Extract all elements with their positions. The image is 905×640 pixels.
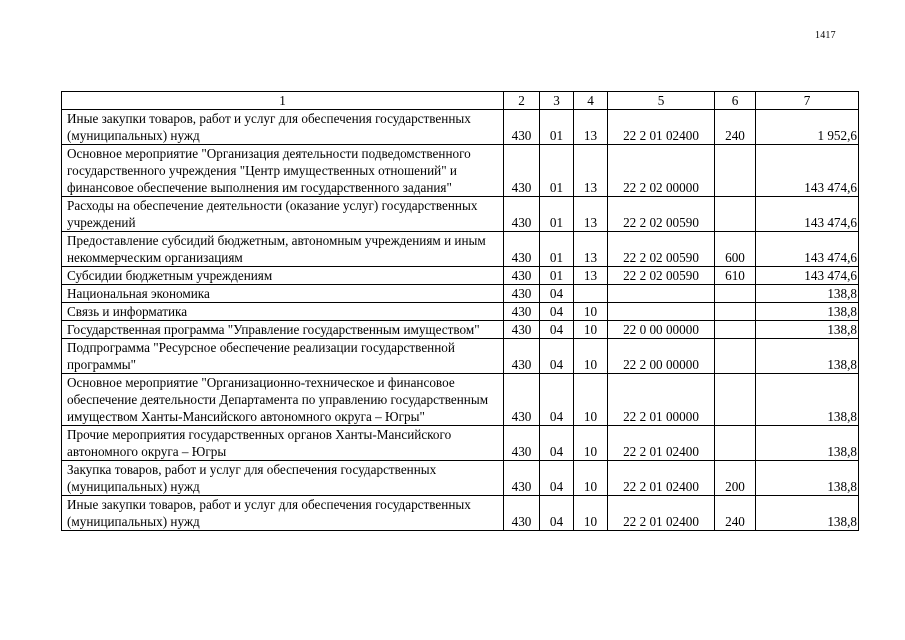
cell-target-article [608, 303, 715, 321]
cell-amount: 138,8 [756, 303, 859, 321]
cell-ministry-code: 430 [504, 267, 540, 285]
table-body [62, 110, 859, 531]
cell-expense-type [715, 374, 756, 426]
header-col-3: 3 [540, 92, 574, 110]
cell-target-article: 22 2 02 00590 [608, 232, 715, 267]
cell-amount: 138,8 [756, 321, 859, 339]
cell-section-code: 04 [540, 374, 574, 426]
cell-section-code: 01 [540, 267, 574, 285]
cell-subsection-code: 10 [574, 426, 608, 461]
cell-ministry-code: 430 [504, 321, 540, 339]
cell-ministry-code: 430 [504, 303, 540, 321]
table-row [62, 110, 859, 145]
cell-target-article: 22 2 01 02400 [608, 110, 715, 145]
cell-subsection-code: 10 [574, 461, 608, 496]
cell-expense-type: 240 [715, 496, 756, 531]
cell-subsection-code: 10 [574, 321, 608, 339]
table-row [62, 267, 859, 285]
cell-target-article: 22 2 02 00590 [608, 197, 715, 232]
table-row [62, 232, 859, 267]
cell-name: Иные закупки товаров, работ и услуг для обеспечения государственных (муниципальных) нужд [62, 110, 504, 145]
table-row [62, 321, 859, 339]
cell-subsection-code [574, 285, 608, 303]
cell-subsection-code: 13 [574, 197, 608, 232]
cell-expense-type [715, 285, 756, 303]
table-row [62, 426, 859, 461]
table-row [62, 303, 859, 321]
budget-table [61, 91, 859, 531]
cell-name: Подпрограмма "Ресурсное обеспечение реализации государственной программы" [62, 339, 504, 374]
cell-section-code: 04 [540, 303, 574, 321]
table-row [62, 339, 859, 374]
cell-ministry-code: 430 [504, 145, 540, 197]
cell-target-article: 22 2 01 02400 [608, 426, 715, 461]
table-row [62, 197, 859, 232]
cell-ministry-code: 430 [504, 339, 540, 374]
cell-target-article: 22 2 00 00000 [608, 339, 715, 374]
cell-subsection-code: 13 [574, 145, 608, 197]
cell-expense-type: 240 [715, 110, 756, 145]
header-col-2: 2 [504, 92, 540, 110]
cell-name: Связь и информатика [62, 303, 504, 321]
page-number: 1417 [815, 30, 836, 41]
cell-expense-type [715, 339, 756, 374]
cell-ministry-code: 430 [504, 232, 540, 267]
cell-name: Прочие мероприятия государственных органов Ханты-Мансийского автономного округа – Югры [62, 426, 504, 461]
cell-ministry-code: 430 [504, 426, 540, 461]
cell-subsection-code: 13 [574, 267, 608, 285]
cell-expense-type [715, 145, 756, 197]
cell-amount: 138,8 [756, 374, 859, 426]
cell-section-code: 04 [540, 321, 574, 339]
cell-target-article: 22 2 02 00000 [608, 145, 715, 197]
cell-expense-type [715, 303, 756, 321]
cell-expense-type: 200 [715, 461, 756, 496]
cell-subsection-code: 10 [574, 303, 608, 321]
cell-amount: 143 474,6 [756, 145, 859, 197]
cell-ministry-code: 430 [504, 374, 540, 426]
header-row [62, 92, 859, 110]
cell-amount: 143 474,6 [756, 197, 859, 232]
table-row [62, 461, 859, 496]
cell-name: Основное мероприятие "Организационно-техническое и финансовое обеспечение деятельности Департамента по управлению государственным имуществом Ханты-Мансийского автономного округа – Югры" [62, 374, 504, 426]
header-col-5: 5 [608, 92, 715, 110]
cell-ministry-code: 430 [504, 496, 540, 531]
header-col-1: 1 [62, 92, 504, 110]
cell-name: Предоставление субсидий бюджетным, автономным учреждениям и иным некоммерческим организациям [62, 232, 504, 267]
cell-section-code: 01 [540, 145, 574, 197]
cell-expense-type [715, 197, 756, 232]
cell-name: Национальная экономика [62, 285, 504, 303]
cell-subsection-code: 10 [574, 374, 608, 426]
cell-name: Государственная программа "Управление государственным имуществом" [62, 321, 504, 339]
cell-target-article [608, 285, 715, 303]
cell-target-article: 22 2 01 00000 [608, 374, 715, 426]
table-row [62, 374, 859, 426]
cell-subsection-code: 13 [574, 232, 608, 267]
table-row [62, 496, 859, 531]
cell-target-article: 22 2 02 00590 [608, 267, 715, 285]
cell-section-code: 01 [540, 197, 574, 232]
cell-expense-type [715, 426, 756, 461]
cell-name: Субсидии бюджетным учреждениям [62, 267, 504, 285]
cell-target-article: 22 0 00 00000 [608, 321, 715, 339]
header-col-6: 6 [715, 92, 756, 110]
cell-amount: 143 474,6 [756, 232, 859, 267]
cell-section-code: 04 [540, 339, 574, 374]
cell-target-article: 22 2 01 02400 [608, 496, 715, 531]
table-row [62, 145, 859, 197]
cell-name: Основное мероприятие "Организация деятельности подведомственного государственного учреждения "Центр имущественных отношений" и финансовое обеспечение выполнения им государственного задания" [62, 145, 504, 197]
cell-ministry-code: 430 [504, 285, 540, 303]
cell-ministry-code: 430 [504, 197, 540, 232]
cell-target-article: 22 2 01 02400 [608, 461, 715, 496]
header-col-4: 4 [574, 92, 608, 110]
cell-name: Закупка товаров, работ и услуг для обеспечения государственных (муниципальных) нужд [62, 461, 504, 496]
cell-section-code: 04 [540, 285, 574, 303]
cell-subsection-code: 13 [574, 110, 608, 145]
cell-amount: 138,8 [756, 496, 859, 531]
cell-section-code: 04 [540, 461, 574, 496]
header-col-7: 7 [756, 92, 859, 110]
cell-name: Расходы на обеспечение деятельности (оказание услуг) государственных учреждений [62, 197, 504, 232]
cell-section-code: 04 [540, 426, 574, 461]
cell-amount: 138,8 [756, 285, 859, 303]
table-row [62, 285, 859, 303]
cell-subsection-code: 10 [574, 339, 608, 374]
cell-ministry-code: 430 [504, 110, 540, 145]
cell-name: Иные закупки товаров, работ и услуг для обеспечения государственных (муниципальных) нужд [62, 496, 504, 531]
cell-amount: 138,8 [756, 461, 859, 496]
cell-amount: 138,8 [756, 339, 859, 374]
table-header [62, 92, 859, 110]
cell-section-code: 01 [540, 110, 574, 145]
cell-ministry-code: 430 [504, 461, 540, 496]
cell-amount: 1 952,6 [756, 110, 859, 145]
cell-section-code: 01 [540, 232, 574, 267]
cell-expense-type [715, 321, 756, 339]
cell-subsection-code: 10 [574, 496, 608, 531]
cell-section-code: 04 [540, 496, 574, 531]
cell-amount: 138,8 [756, 426, 859, 461]
cell-expense-type: 600 [715, 232, 756, 267]
cell-expense-type: 610 [715, 267, 756, 285]
cell-amount: 143 474,6 [756, 267, 859, 285]
